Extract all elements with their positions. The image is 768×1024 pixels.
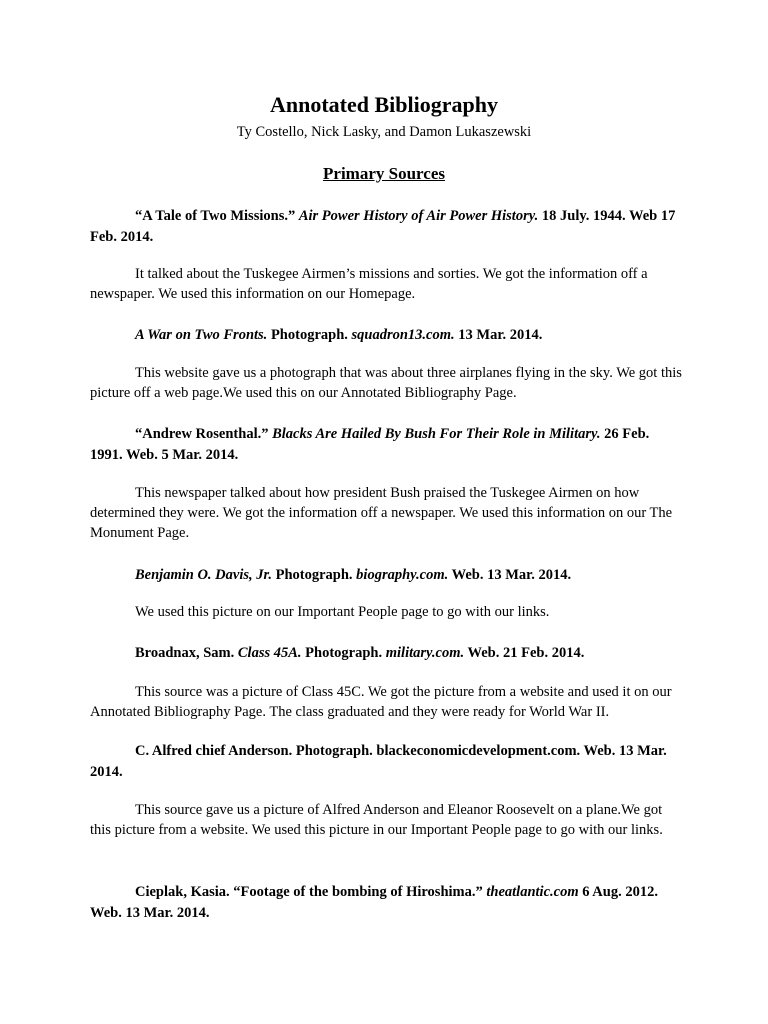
citation-text-run: C. Alfred chief Anderson. Photograph. blackeconomicdevelopment.com. Web. 13 Mar. 2014. — [90, 743, 667, 780]
annotation: We used this picture on our Important People page to go with our links. — [135, 604, 550, 620]
citation-text-run: Cieplak, Kasia. “Footage of the bombing of Hiroshima.” — [135, 884, 487, 900]
bibliography-entry — [90, 325, 682, 401]
citation — [90, 643, 682, 664]
citation-text-run: “Andrew Rosenthal.” — [135, 426, 273, 442]
citation — [90, 741, 682, 783]
citation — [90, 325, 682, 346]
citation-text-run: Broadnax, Sam. — [135, 645, 238, 661]
citation-title-run: Air Power History of Air Power History. — [298, 208, 539, 224]
annotation: This newspaper talked about how president Bush praised the Tuskegee Airmen on how determined they were. We got the information off a newspaper. We used this information on our The Monument Page. — [90, 485, 673, 541]
citation-text-run: Photograph. — [301, 645, 386, 661]
citation-title-run: A War on Two Fronts. — [135, 327, 268, 343]
citation-text-run: Web. 21 Feb. 2014. — [464, 645, 585, 661]
bibliography-entry — [90, 882, 682, 924]
citation-text-run: 26 Feb. 1991. Web. 5 Mar. 2014. — [90, 426, 650, 463]
annotation: This website gave us a photograph that was about three airplanes flying in the sky. We got this picture off a web page.We used this on our Annotated Bibliography Page. — [90, 365, 682, 401]
bibliography-entry — [90, 206, 682, 302]
citation — [90, 882, 682, 924]
authors-line: Ty Costello, Nick Lasky, and Damon Lukaszewski — [236, 124, 532, 140]
annotation: This source was a picture of Class 45C. We got the picture from a website and used it on our Annotated Bibliography Page. The class graduated and they were ready for World War II. — [90, 684, 672, 720]
citation — [90, 424, 682, 466]
section-heading: Primary Sources — [323, 164, 445, 183]
citation-title-run: biography.com. — [356, 567, 449, 583]
citation-title-run: military.com. — [385, 645, 465, 661]
bibliography-entry — [90, 741, 682, 838]
document-title: Annotated Bibliography — [270, 92, 498, 117]
citation-title-run: theatlantic.com — [486, 884, 579, 900]
bibliography-entry — [90, 643, 682, 720]
citation — [90, 206, 682, 248]
citation-text-run: 6 Aug. 2012. Web. 13 Mar. 2014. — [90, 884, 658, 921]
bibliography-entry — [90, 565, 682, 620]
annotation: It talked about the Tuskegee Airmen’s missions and sorties. We got the information off a newspaper. We used this information on our Homepage. — [90, 266, 648, 302]
citation-text-run: 13 Mar. 2014. — [454, 327, 543, 343]
citation-text-run: Photograph. — [267, 327, 352, 343]
citation-title-run: Class 45A. — [237, 645, 302, 661]
citation-title-run: Blacks Are Hailed By Bush For Their Role in Military. — [272, 426, 601, 442]
citation-title-run: squadron13.com. — [351, 327, 455, 343]
citation-title-run: Benjamin O. Davis, Jr. — [135, 567, 272, 583]
citation-text-run: Photograph. — [271, 567, 357, 583]
bibliography-entry — [90, 424, 682, 541]
citation-text-run: Web. 13 Mar. 2014. — [448, 567, 572, 583]
citation-text-run: “A Tale of Two Missions.” — [135, 208, 299, 224]
citation-text-run: 18 July. 1944. Web 17 Feb. 2014. — [90, 208, 676, 245]
annotation: This source gave us a picture of Alfred Anderson and Eleanor Roosevelt on a plane.We got this picture from a website. We used this picture in our Important People page to go with our links. — [90, 802, 663, 838]
citation — [90, 565, 682, 586]
